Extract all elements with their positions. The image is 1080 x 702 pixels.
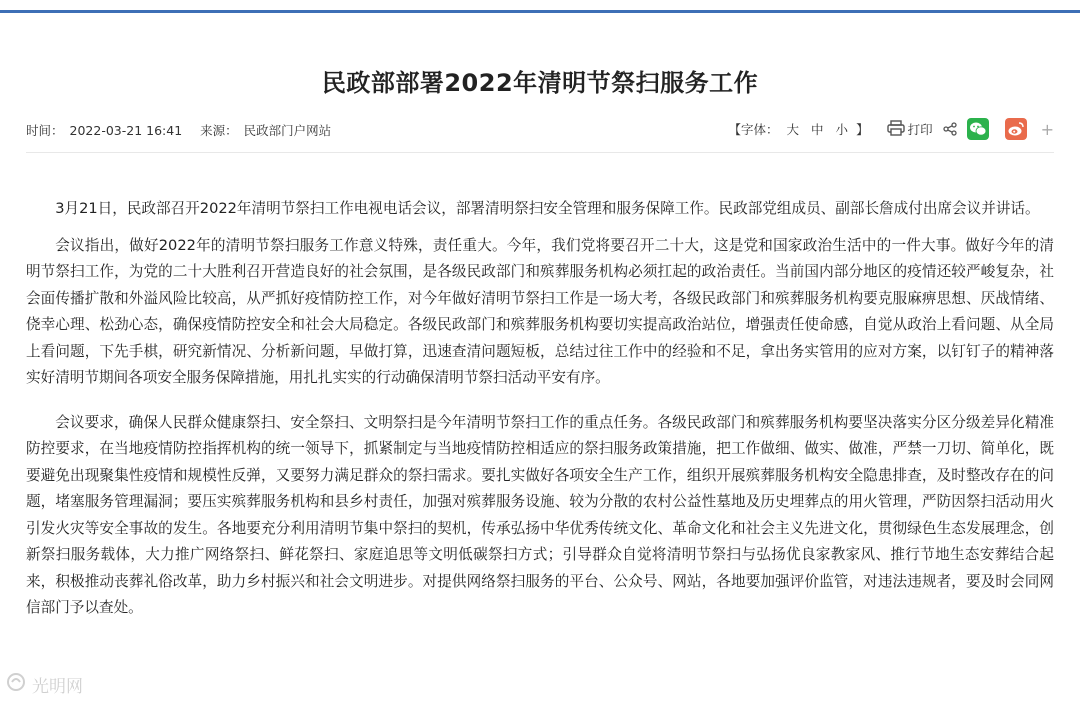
printer-icon xyxy=(887,120,905,139)
font-size-small[interactable]: 小 xyxy=(835,122,849,137)
font-size-close: 】 xyxy=(856,122,869,137)
article-toolbar xyxy=(729,118,1055,140)
source-value: 民政部门户网站 xyxy=(243,123,332,138)
time-value: 2022-03-21 16:41 xyxy=(69,123,183,138)
weibo-icon[interactable] xyxy=(1005,118,1027,140)
source-label: 来源： xyxy=(200,123,238,138)
top-accent-bar xyxy=(0,10,1080,13)
article-body xyxy=(26,196,1054,632)
font-size-medium[interactable]: 中 xyxy=(811,122,824,137)
font-size-label: 【字体： xyxy=(728,122,779,137)
paragraph: 3月21日，民政部召开2022年清明节祭扫工作电视电话会议，部署清明祭扫安全管理和服务保障工作。民政部党组成员、副部长詹成付出席会议并讲话。 xyxy=(55,200,1040,217)
article-meta xyxy=(26,118,1054,140)
print-button[interactable] xyxy=(887,120,933,139)
watermark xyxy=(6,672,83,697)
meta-divider xyxy=(26,152,1054,153)
paragraph: 会议要求，确保人民群众健康祭扫、安全祭扫、文明祭扫是今年清明节祭扫工作的重点任务。各级民政部门和殡葬服务机构要坚决落实分区分级差异化精准防控要求，在当地疫情防控指挥机构的统一领导下，抓紧制定与当地疫情防控相适应的祭扫服务政策措施，把工作做细、做实、做准，严禁一刀切、简单化，既要避免出现聚集性疫情和规模性反弹，又要努力满足群众的祭扫需求。要扎实做好各项安全生产工作，组织开展殡葬服务机构安全隐患排查，及时整改存在的问题，堵塞服务管理漏洞；要压实殡葬服务机构和县乡村责任，加强对殡葬服务设施、较为分散的农村公益性墓地及历史埋葬点的用火管理，严防因祭扫活动用火引发火灾等安全事故的发生。各地要充分利用清明节集中祭扫的契机，传承弘扬中华优秀传统文化、革命文化和社会主义先进文化，贯彻绿色生态发展理念，创新祭扫服务载体，大力推广网络祭扫、鲜花祭扫、家庭追思等文明低碳祭扫方式；引导群众自觉将清明节祭扫与弘扬优良家教家风、推行节地生态安葬结合起来，积极推动丧葬礼俗改革，助力乡村振兴和社会文明进步。对提供网络祭扫服务的平台、公众号、网站，各地要加强评价监管，对违法违规者，要及时会同网信部门予以查处。 xyxy=(26,413,1054,616)
article-title: 民政部部署2022年清明节祭扫服务工作 xyxy=(321,69,759,98)
print-label: 打印 xyxy=(907,122,933,137)
meta-info xyxy=(26,121,337,139)
share-icon[interactable] xyxy=(943,122,957,136)
font-size-large[interactable]: 大 xyxy=(786,122,800,137)
wechat-icon[interactable] xyxy=(967,118,989,140)
paragraph: 会议指出，做好2022年的清明节祭扫服务工作意义特殊，责任重大。今年，我们党将要召开二十大，这是党和国家政治生活中的一件大事。做好今年的清明节祭扫工作，为党的二十大胜利召开营造良好的社会氛围，是各级民政部门和殡葬服务机构必须扛起的政治责任。当前国内部分地区的疫情还较严峻复杂，社会面传播扩散和外溢风险比较高，从严抓好疫情防控工作，对今年做好清明节祭扫工作是一场大考，各级民政部门和殡葬服务机构要克服麻痹思想、厌战情绪、侥幸心理、松劲心态，确保疫情防控安全和社会大局稳定。各级民政部门和殡葬服务机构要切实提高政治站位，增强责任使命感，自觉从政治上看问题、从全局上看问题，下先手棋，研究新情况、分析新问题，早做打算，迅速查清问题短板，总结过往工作中的经验和不足，拿出务实管用的应对方案，以钉钉子的精神落实好清明节期间各项安全服务保障措施，用扎扎实实的行动确保清明节祭扫活动平安有序。 xyxy=(26,236,1054,386)
watermark-logo-icon xyxy=(6,672,26,697)
more-share-button[interactable]: + xyxy=(1040,119,1054,139)
watermark-text: 光明网 xyxy=(32,677,83,697)
time-label: 时间： xyxy=(26,123,64,138)
